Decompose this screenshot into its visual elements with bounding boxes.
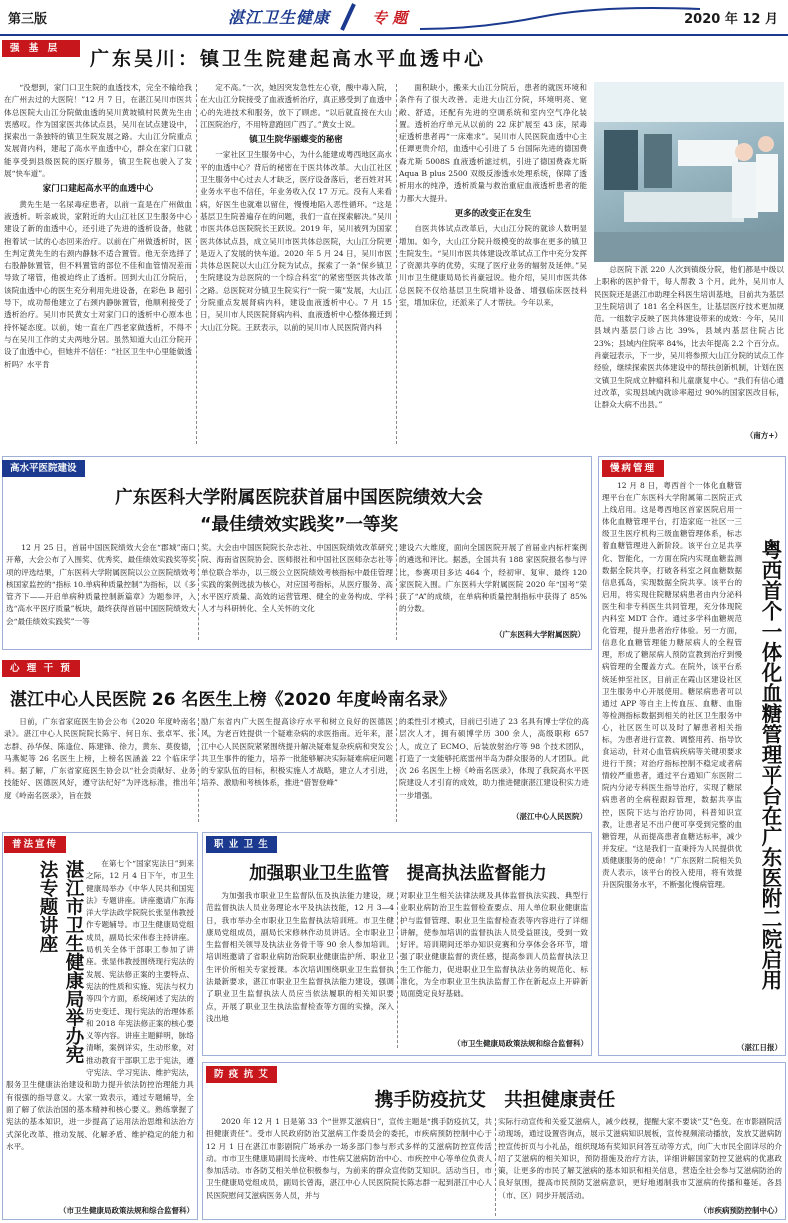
page-number: 第三版 [8,12,48,27]
issue-date: 2020 年 12 月 [684,12,778,27]
section-label-chronic-disease: 慢病管理 [602,460,664,477]
article1-subhead-3: 更多的改变正在发生 [454,208,532,219]
header-decor-slash [338,2,358,32]
article4-body-2: 励广东省内广大医生提高诊疗水平和树立良好的医德医风，为老百姓提供一个疑难杂病的求医指南。近年来，湛江中心人民医院紧紧围绕提升解决疑难复杂疾病和突发公共卫生事件的能力，培养一批能够解决实际疑难病症问题的专家队伍的目标，积极实施人才战略，建立人才引进，培养、激励和考核体系，推进“借智登峰” [201,717,393,788]
article1-body-3: 一家社区卫生服务中心，为什么能建成粤西地区高水平的血透中心？背后的秘密在于医共体改革。大山江社区卫生服务中心过去人才缺乏，医疗设备落后，老百姓对其业务水平也不信任，年业务收入仅 17 万元。没有人来看病，好医生也就难以留住，慢慢地陷入恶性循环。“这是基层卫生院普遍存在的问题，我们一直在探索解决。”吴川市医共体总医院院长王跃说。2019 年，吴川被列为国家医共体试点县，成立吴川市医共体总医院，大山江分院更是迈入了发展的快车道。2020 年 5 月 24 日，吴川市医共体总医院以大山江分院为试点，探索了一条“保乡镇卫生院建设为总医院的一个综合科室”的紧密型医共体改革之路。总医院对分镇卫生院实行“一院一策”发展，大山江分院重点发展肾病内科，建设血液透析中心。7 月 15 日，吴川市人民医院肾病内科、血液透析中心整体搬迁到大山江分院。王跃表示，以前的吴川市人民医院肾内科 [200,150,392,332]
article5-vertical-headline: 湛江市卫生健康局举办宪法专题讲座 [37,860,84,1064]
article2-headline-1: 广东医科大学附属医院获首届中国医院绩效大会 [115,488,483,508]
column-divider [397,892,398,1048]
page-header [0,0,788,34]
header-decor-wave [420,3,700,33]
column-divider [396,544,397,640]
article1-column-4 [594,264,784,429]
header-rule [0,34,788,36]
article1-body-6: 总医院下派 220 人次到镇级分院，他们都是中级以上职称的医护骨干，每人帮教 3 个月。此外，吴川市人民医院还是湛江市助理全科医生培训基地，目前共为基层卫生院培训了 181 名全科医生，让基层医疗技术更加规范。一组数字反映了医共体建设带来的成效：今年，吴川县域内基层门诊占比 39%，县域内基层住院占比 23%；县域内住院率 84%，比去年提高 2.2 个百分点。肖豪冠表示，下一步，吴川将参照大山江分院的试点工作经验，继续探索医共体建设中的帮扶创新机制，计划在医文镇卫生院成立肿瘤科和儿童康复中心。“我们有信心通过改革，实现县域内就诊率超过 90%的国家医改目标，让群众大病不出县。” [594,265,784,410]
article2-credit: （广东医科大学附属医院） [495,630,585,639]
article6-body-2: 对职业卫生相关法律法规及具体监督执法实践、典型行业职业病防治卫生监督检查要点、用人单位职业健康监护与监督管理、职业卫生监督检查表等内容进行了详细讲解，使参加培训的监督执法人员受益匪浅，受到一致好评。培训期间还举办知识竞赛和分享体会各环节，增强了职业健康监督的责任感，提高参训人员监督执法卫生工作能力，促进职业卫生监督执法业务的规范化、标准化，为全市职业卫生执法监督工作在新起点上开辟新局面奠定良好基础。 [400,891,588,999]
article4-headline: 湛江中心人民医院 26 名医生上榜《2020 年度岭南名录》 [10,690,456,710]
article6-column-1 [206,890,394,1050]
article1-body-2: 定不高。”一次，她因突发急性左心衰，酸中毒入院，在大山江分院接受了血液透析治疗，真正感受到了血透中心的先进技术和服务，放下了顾虑。“以后就直接在大山江医院治疗，不用特意跑回广西了。”黄女士说。 [200,83,392,129]
article4-column-1 [4,716,196,824]
article1-column-2 [200,82,392,442]
article1-credit: （南方+） [745,431,782,440]
column-divider [198,544,199,640]
article6-column-2 [400,890,588,1036]
article1-lead: “没想到，家门口卫生院的血透技术，完全不输给我在广州去过的大医院！”12 月 7 日，在湛江吴川市医共体总医院大山江分院做血透的吴川黄坡镇村民黄先生由衷感叹。作为国家医共体试点县，吴川在试点建设中，探索出一条独特的镇卫生院发展之路。大山江分院重点发展肾内科，建起了高水平血透中心，群众在家门口就能享受到县级医院的医疗服务，镇卫生院也驶入了发展“快车道”。 [4,83,192,179]
article7-credit: （市疾病预防控制中心） [699,1206,782,1215]
article1-photo-dialysis-ward [594,82,784,262]
article3-credit: （湛江日报） [737,1043,782,1052]
article5-body [6,858,194,1204]
article4-body-3: 的柔性引才模式，目前已引进了 23 名具有博士学位的高层次人才，拥有硕博学历 300 余人，高级职称 657 人，成立了 ECMO、后装放射治疗等 98 个技术团队，打造了一支能够托底雷州半岛为群众服务的人才团队。此次 26 名医生上榜《岭南名医录》，体现了我院高水平医院建设人才引育的成效，助力推进健康湛江建设积实力进一步增强。 [399,717,589,800]
article2-body-1: 12 月 25 日，首届中国医院绩效大会在“郡城”南口开幕，大会公布了入围奖、优秀奖、最佳绩效实践奖等奖项的评选结果，广东医科大学附属医院以公立医院绩效考核国家监控的“指标 10.单病种质量控制”为指标，以《多管齐下——开启单病种质量控制新篇章》为题参评，入选“高水平医疗质量”板块，最终获得首届中国医院绩效大会“最佳绩效实践奖”一等 [6,543,196,626]
article1-headline: 广东吴川：镇卫生院建起高水平血透中心 [90,48,487,70]
article1-column-1 [4,82,192,442]
article1-column-3 [399,82,587,442]
article4-column-3 [399,716,589,812]
section-label-law-promotion: 普法宣传 [4,836,66,853]
article6-headline: 加强职业卫生监管 提高执法监督能力 [249,864,547,884]
article3-vertical-headline: 粤西首个一体化血糖管理平台在广东医附二院启用 [758,538,782,990]
article2-headline-2: “最佳绩效实践奖”一等奖 [199,515,398,535]
article5-text: 在第七个“国家宪法日”到来之际，12 月 4 日下午，市卫生健康局举办《中华人民共和国宪法》专题讲座。讲座邀请广东海洋大学法政学院院长张显伟教授作专题辅导。市卫生健康局党组成员，副局长宋伟春主持讲座。局机关全体干部职工参加了讲座。张显伟教授围绕现行宪法的发展、宪法修正案的主要特点、宪法的性质和实施、宪法与权力等四个方面，系统阐述了宪法的历史变迁、现行宪法的治理体系和 2018 年宪法修正案的核心要义等内容。讲座主题鲜明，脉络清晰，案例详实，生动形象，对推动教育干部职工忠于宪法，遵守宪法、学习宪法、维护宪法，服务卫生健康法治建设和助力提升依法防控治理能力具有很强的指导意义。大家一致表示，通过专题辅导，全面了解了依法治国的基本精神和核心要义。熟练掌握了宪法的基本知识，进一步提高了运用法治思维和法治方式深化改革、推动发展、化解矛盾、维护稳定的能力和水平。 [6,859,194,1151]
column-divider [396,84,397,444]
column-divider [196,84,197,444]
article2-column-2 [201,542,393,640]
article2-body-2: 奖。大会由中国医院院长杂志社、中国医院绩效改革研究院、海南省医院协会、医师报社和中国社区医师杂志社等单位联合举办，以三级公立医院绩效考核指标中最佳管理实践的案例选拔为核心，对应国考指标，从医疗服务、高水平医疗质量、高效的运营管理、健全的业务构成、学科人才与科研转化、全人关怀的文化 [201,543,393,614]
article7-body-1: 2020 年 12 月 1 日是第 33 个“世界艾滋病日”，宣传主题是“携手防疫抗艾，共担健康责任”。受市人民政府防治艾滋病工作委员会的委托，市疾病预防控制中心于 12 月 1 日在湛江市影剧院广场承办一场多部门参与形式多样的艾滋病防控宣传活动。市市卫生健康局副局长庞岭、市性病艾滋病防治中心、市疾控中心等单位负责人参加活动。市各防艾相关单位积极参与，为前来的群众宣传防艾知识。活动当日，市卫生健康局党组成员，副局长曾海，湛江中心人民医院院长陈志群一起到湛江中心人民医院慰问艾滋病医务人员，并与 [206,1117,492,1200]
section-label-occupational-health: 职 业 卫 生 [206,836,277,853]
section-label-epidemic-aids: 防 疫 抗 艾 [206,1066,277,1083]
column-divider [198,718,199,822]
column-divider [396,718,397,822]
masthead: 湛江卫生健康 [228,8,331,27]
article2-column-3 [399,542,587,628]
article6-body-1: 为加强我市职业卫生监督队伍及执法能力建设，规范监督执法人员业务理论水平及执法技能，12 月 3—4 日，我市举办全市职业卫生监督执法培训班。市卫生健康局党组成员，副局长宋修林作动员讲话。全市职业卫生监督相关领导及执法业务骨干等 90 余人参加培训。培训班邀请了省职业病防治院职业健康监护所、职业卫生评价所相关专家授课。本次培训围绕职业卫生监督执法最新要求，湛江市职业卫生监督执法能力建设，强调了职业卫生监督执法人员应当依法履职的相关知识要点，开展了职业卫生执法监督检查等方面的实操，深入浅出地 [206,891,394,1023]
article4-body-1: 日前，广东省家庭医生协会公布《2020 年度岭南名录》。湛江中心人民医院院长陈宇、何日东、张卓军、张志群、孙华保、陈逢位、陈建锋、徐力，黄东、莫俊德，马燕妮等 26 名医生上榜，上榜名医涵盖 22 个临床学科。据了解，广东省家庭医生协会以“社会贡献好、业务技能好、医德医风好，遵守法纪好”为评选标准，推出年度《岭南名医录》，旨在鼓 [4,717,196,800]
article1-body-5: 自医共体试点改革后，大山江分院的就诊人数明显增加。如今，大山江分院升级模变的故事在更多的镇卫生院发生。“吴川市医共体建设改革试点工作中充分发挥了资源共享的优势，实现了医疗业务的辐射及延伸。”吴川市卫生健康局局长肖豪冠说。他介绍，吴川市医共体总医院不仅给基层卫生院增补设备、增强临床医技科室，增加床位，还派来了人才帮扶。今年以来， [399,224,587,308]
article2-body-3: 建设六大维度，面向全国医院开展了首届业内标杆案例的遴选和评比。据悉，全国共有 188 家医院报名参与评比，参赛项目多达 464 个，经初审、复审、最终 120 家医院入围。广东医科大学附属医院 2020 年“国考”荣获了“A”的成绩，在单病种质量控制指标中获得了 85%的分数。 [399,543,587,614]
article6-credit: （市卫生健康局政策法规和综合监督科） [453,1039,588,1048]
article7-column-2 [498,1116,782,1204]
article1-subhead-1: 家门口建起高水平的血透中心 [42,184,154,195]
article1-body-4: 面积缺小，搬来大山江分院后，患者的就医环境和条件有了很大改善。走进大山江分院，环境明亮、宽敞、舒适，还配有先进的空调系统和室内空气净化装置。透析治疗单元从以前的 22 床扩展至 43 床，尿毒症透析患者再“一床难求”。吴川市人民医院血透中心主任谭更贵介绍，血透中心引进了 5 台国际先进的德国费森尤斯 5008S 血液透析滤过机，引进了德国费森尤斯 Aqua B plus 2500 双级反渗透水处理系统，保障了透析用水的纯净，透析质量与救治重症血液透析患者的能力都大大提升。 [399,83,587,203]
article5-credit: （市卫生健康局政策法规和综合监督科） [59,1206,194,1215]
article7-body-2: 实际行动宣传和关爱艾滋病人，减少歧视，提醒大家不要谈“艾”色变。在市影剧院活动现场，通过设置咨询点，展示艾滋病知识展板，宣传视频滚动播放，发放艾滋病防控宣传折页与小礼品，组织现场有奖知识问答互动等方式，向广大市民全面详尽的介绍了艾滋病的相关知识，预防措施及治疗方法，详细讲解国家防控艾滋病的优惠政策，让更多的市民了解艾滋病的基本知识和相关信息，营造全社会参与艾滋病防治的良好氛围，提高市民预防艾滋病意识，更好地遏制我市艾滋病的传播和蔓延。各县（市、区）同步开展活动。 [498,1117,782,1200]
article4-credit: （湛江中心人民医院） [512,812,587,821]
column-divider [495,1118,496,1216]
article3-text: 12 月 8 日，粤西首个一体化血糖管理平台在广东医科大学附属第二医院正式上线启用。这是粤西地区首家医院启用一体化血糖管理平台，打造家庭一社区一三级卫生医疗机构三级血糖管理体系，标志着血糖管理进入新阶段。该平台立足共享化、智能化，一方面在院内实现血糖监测数据全院共享，打破各科室之间血糖数据信息孤岛，实现数据全院共享。该平台的启用，将实现住院糖尿病患者由内分泌科医生和非专科医生共同管理，充分体现院内科室 MDT 合作。通过多学科血糖规范化管理，提升患者治疗体验。另一方面，信息化血糖管理能力糖尿病人的全程管理，形成了糖尿病人预防宣教到治疗到慢病管理的全覆盖方式。在院外，该平台系统延伸至社区，目前正在霞山区建设社区卫生服务中心开展使用。糖尿病患者可以通过 APP 等自主上传血压、血糖、血脂等检测指标数据到相关的社区卫生服务中心，社区医生可以及时了解患者相关指标，为患者进行宣教、调整用药、指导饮食运动，针对心血管病疾病等关键项要求进行干预；对治疗指标控制不稳定或者病情较严重患者，通过平台通知广东医附二院内分泌专科医生指导治疗，实现了糖尿病患者的全病程跟踪管理，数据共享监控，医院下达与治疗协同，科普知识宣教，让患者足不出户便可享受到完整的血糖管理，从而提高患者血糖达标率，减少并发症。“这是我们一直秉持为人民提供优质健康服务的使命！”广东医附二院相关负责人表示，该平台的投入使用，将有效提升医院服务水平，不断强化慢病管理。 [602,481,742,890]
article4-column-2 [201,716,393,824]
article2-column-1 [6,542,196,640]
article1-body-1: 黄先生是一名尿毒症患者，以前一直是在广州做血液透析。听亲戚说，家附近的大山江社区卫生服务中心建设了新的血透中心，还引进了先进的透析设备，他就抱着试一试的心态回来治疗。以前在广州做透析时，医生判定黄先生的右颈内静脉不适合置管。他无奈选择了右股静脉置管，但不料置管的部位不佳和血管情况差而导致了堵管，他被迫终止了透析。回到大山江分院后，该院血透中心的医生充分利用先进设备，在彩色 B 超引导下，成功帮他建立了右颈内静脉置管，他顺利接受了透析治疗。吴川市民黄女士对家门口的透析中心原本也持怀疑态度。以前，她一直在广西老家做透析，不得不与在吴川工作的丈夫两地分居。虽然知道大山江分院开设了血透中心，但她并不信任：“社区卫生中心里能做透析吗？水平肯 [4,199,192,369]
article7-headline: 携手防疫抗艾 共担健康责任 [374,1090,616,1111]
topic-tag: 专 题 [372,9,408,27]
section-label-grassroots: 强 基 层 [2,40,80,57]
article7-column-1 [206,1116,492,1216]
photo-illustration [594,82,784,262]
section-label-psych-intervention: 心 理 干 预 [2,660,80,677]
section-label-high-level-hospital: 高水平医院建设 [2,460,85,477]
article1-subhead-2: 镇卫生院华丽蝶变的秘密 [249,135,343,146]
article3-body [602,480,742,1042]
